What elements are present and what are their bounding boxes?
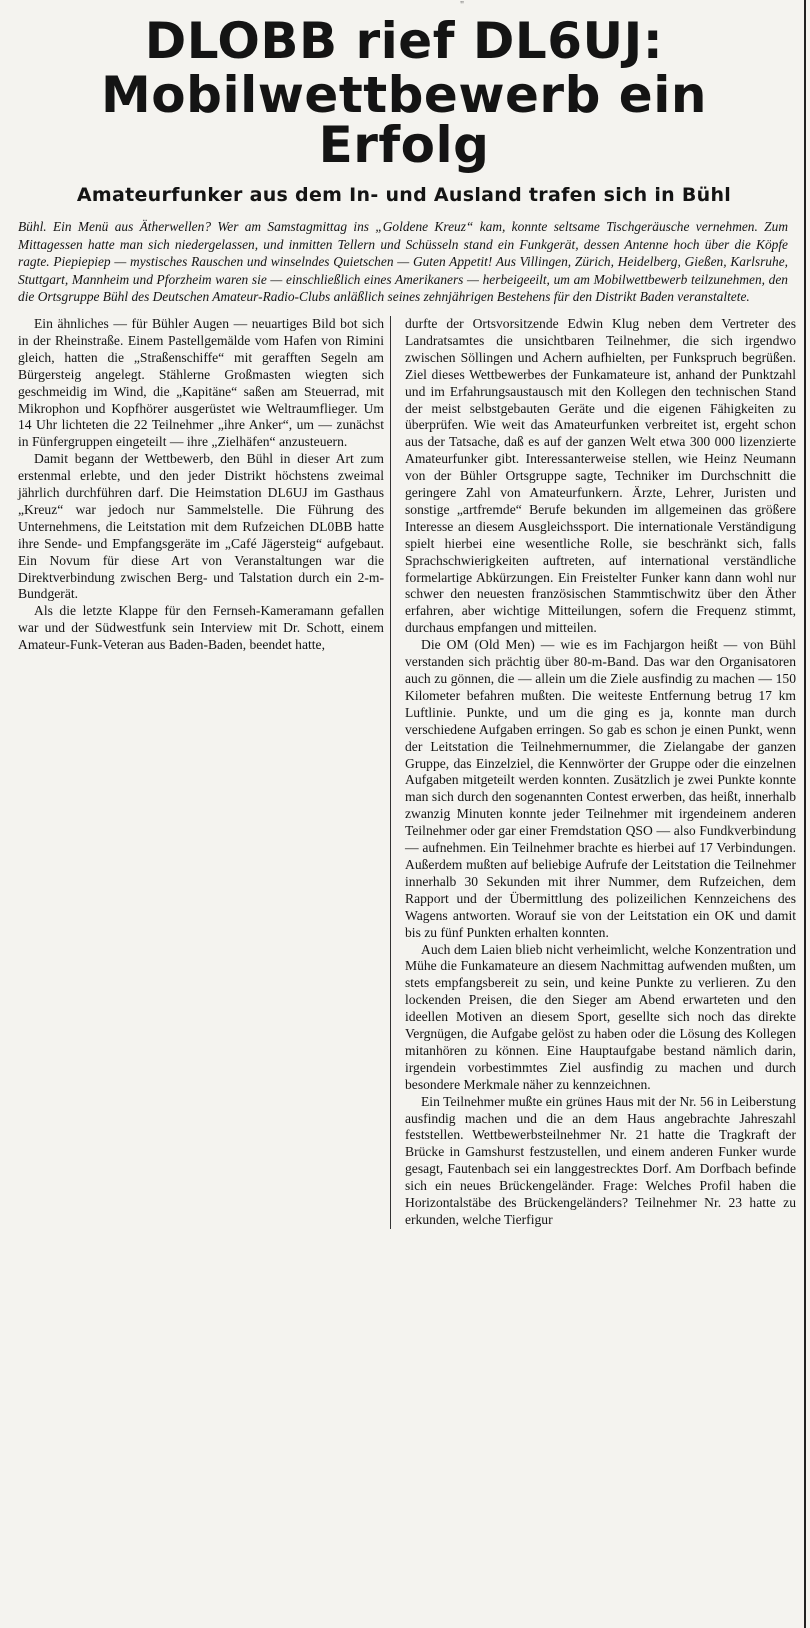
article-columns <box>12 316 796 1229</box>
left-column <box>12 316 390 1229</box>
right-column <box>390 316 796 1229</box>
right-paragraph-4: Ein Teilnehmer mußte ein grünes Haus mit der Nr. 56 in Leiberstung ausfindig machen und die an dem Haus angebrachte Jahreszahl feststellen. Wettbewerbsteilnehmer Nr. 21 hatte die Tragkraft der Brücke in Gamshurst festzustellen, und einem anderen Funker wurde gesagt, Fautenbach sei ein langgestrecktes Dorf. Am Dorfbach befinde sich ein neues Brückengeländer. Frage: Welches Profil haben die Horizontalstäbe des Brückengeländers? Teilnehmer Nr. 23 hatte zu erkunden, welche Tierfigur <box>405 1093 796 1227</box>
headline-line-2: Mobilwettbewerb ein Erfolg <box>101 66 707 174</box>
lead-paragraph: Bühl. Ein Menü aus Ätherwellen? Wer am Samstagmittag ins „Goldene Kreuz“ kam, konnte seltsame Tischgeräusche vernehmen. Zum Mittagessen hatte man sich niedergelassen, und inmitten Tellern und Schüsseln stand ein Funkgerät, dessen Antenne hoch über die Köpfe ragte. Piepiepiep — mystisches Rauschen und winselndes Quietschen — Guten Appetit! Aus Villingen, Zürich, Heidelberg, Gießen, Karlsruhe, Stuttgart, Mannheim und Pforzheim waren sie — einschließlich eines Amerikaners — herbeigeeilt, um am Mobilwettbewerb teilzunehmen, den die Ortsgruppe Bühl des Deutschen Amateur-Radio-Clubs anläßlich seines zehnjährigen Bestehens für den Distrikt Baden veranstaltete. <box>18 219 788 305</box>
headline-line-1: DLOBB rief DL6UJ: <box>144 12 664 70</box>
subheadline: Amateurfunker aus dem In- und Ausland trafen sich in Bühl <box>76 184 732 206</box>
left-paragraph-1: Ein ähnliches — für Bühler Augen — neuartiges Bild bot sich in der Rheinstraße. Einem Pastellgemälde vom Hafen von Rimini gleich, hatten die „Straßenschiffe“ mit gerafften Segeln am Bürgersteig angelegt. Stählerne Großmasten wiegten sich geschmeidig im Wind, die „Kapitäne“ saßen am Steuerrad, mit Mikrophon und Kopfhörer ausgerüstet wie Weltraumflieger. Um 14 Uhr lichteten die 22 Teilnehmer „ihre Anker“, um — zunächst in Fünfergruppen eingeteilt — ihre „Zielhäfen“ anzusteuern. <box>18 315 384 450</box>
right-paragraph-1: durfte der Ortsvorsitzende Edwin Klug neben dem Vertreter des Landratsamtes die unsichtbaren Teilnehmer, die sich irgendwo zwischen Söllingen und Achern aufhielten, per Funkspruch begrüßen. Ziel dieses Wettbewerbes der Funkamateure ist, anhand der Punktzahl und im Erfahrungsaustausch mit den Kollegen den technischen Stand der meist selbstgebauten Geräte und die eigenen Fähigkeiten zu überprüfen. Wie weit das Amateurfunken verbreitet ist, ergeht schon aus der Tatsache, daß es auf der ganzen Welt etwa 300 000 lizenzierte Amateurfunker gibt. Interessanterweise stellen, wie Heinz Neumann von der Bühler Ortsgruppe sagte, Techniker im Durchschnitt die geringere Zahl von Amateurfunkern. Ärzte, Lehrer, Juristen und sonstige „artfremde“ Berufe bekunden im allgemeinen das größere Interesse an diesem Ausgleichssport. Die internationale Verständigung spielt hierbei eine wesentliche Rolle, sie beschränkt sich, falls Sprachschwierigkeiten auftreten, auf international verständliche formelartige Abkürzungen. Ein Freistelter Funker kann dann wohl nur schwer den neuesten französischen Stammtischwitz über den Äther erfahren, aber wichtige Mitteilungen, sofern die Frequenz stimmt, durchaus empfangen und mitteilen. <box>405 315 796 636</box>
right-paragraph-2: Die OM (Old Men) — wie es im Fachjargon heißt — von Bühl verstanden sich prächtig über 80-m-Band. Das war den Organisatoren auch zu gönnen, die — allein um die Ziele ausfindig zu machen — 150 Kilometer befahren mußten. Die weiteste Entfernung betrug 17 km Luftlinie. Punkte, und um die ging es ja, konnte man durch verschiedene Aufgaben erringen. So gab es schon je einen Punkt, wenn der Leitstation die Teilnehmernummer, die Zielangabe der ganzen Gruppe, das Einzelziel, die Kennwörter der Gruppe oder die einzelnen Aufgaben mitgeteilt werden konnten. Zusätzlich je zwei Punkte konnte man sich durch den sogenannten Contest erwerben, das heißt, innerhalb zwanzig Minuten konnte jeder Teilnehmer mit irgendeinem anderen Teilnehmer oder gar einer Fremdstation QSO — also Fundkverbindung — aufnehmen. Ein Teilnehmer brachte es hierbei auf 17 Verbindungen. Außerdem mußten auf beliebige Aufrufe der Leitstation die Teilnehmer innerhalb 30 Sekunden mit ihrer Nummer, dem Rufzeichen, dem Rapport und der Übermittlung des polizeilichen Kennzeichens des Wagens antworten. Worauf sie von der Leitstation ein OK und damit bis zu fünf Punkten erhalten konnten. <box>405 637 796 940</box>
clipping-edge-line <box>804 0 806 1628</box>
left-paragraph-2: Damit begann der Wettbewerb, den Bühl in dieser Art zum erstenmal erlebte, und den jeder Distrikt höchstens zweimal jährlich durchführen darf. Die Heimstation DL6UJ im Gasthaus „Kreuz“ war jedoch nur Sammelstelle. Die Führung des Unternehmens, die Leitstation mit dem Rufzeichen DL0BB hatte ihre Sende- und Empfangsgeräte im „Café Jägersteig“ aufgebaut. Ein Novum für diese Art von Veranstaltungen war die Direktverbindung zwischen Berg- und Talstation durch ein 2-m-Bundgerät. <box>18 451 384 602</box>
top-mark: " <box>460 0 465 11</box>
right-paragraph-3: Auch dem Laien blieb nicht verheimlicht, welche Konzentration und Mühe die Funkamateure an diesem Nachmittag aufwenden mußten, um stets empfangsbereit zu sein, und keine Punkte zu verlieren. Zu den lockenden Preisen, die den Sieger am Abend erwarteten und den ideellen Motiven an diesem Sport, gesellte sich noch das direkte Vergnügen, die Aufgabe gelöst zu haben oder die Lösung des Kollegen mitanhören zu können. Eine Hauptaufgabe bestand nämlich darin, irgendein vorbestimmtes Ziel ausfindig zu machen und durch besondere Merkmale näher zu kennzeichnen. <box>405 941 796 1092</box>
left-paragraph-3: Als die letzte Klappe für den Fernseh-Kameramann gefallen war und der Südwestfunk sein Interview mit Dr. Schott, einem Amateur-Funk-Veteran aus Baden-Baden, beendet hatte, <box>18 603 384 653</box>
